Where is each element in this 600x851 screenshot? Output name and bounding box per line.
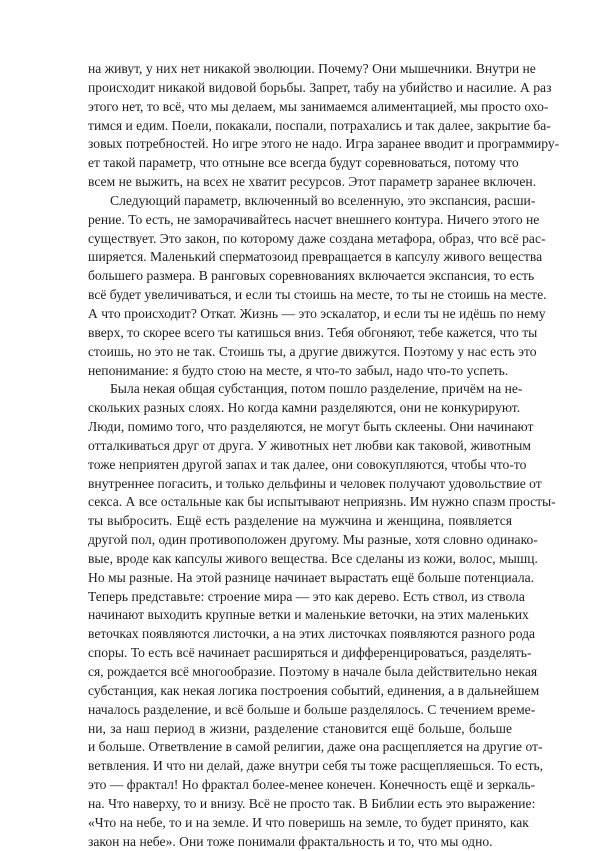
text-line: этого нет, то всё, что мы делаем, мы занимаемся алиментацией, мы просто охо- xyxy=(88,98,549,114)
text-line: ширяется. Маленький сперматозоид превращается в капсулу живого вещества xyxy=(88,249,543,265)
text-line: вверх, то скорее всего ты катишься вниз. Тебя обгоняют, тебе кажется, что ты xyxy=(88,324,538,340)
text-line: ет такой параметр, что отныне все всегда будут соревноваться, потому что xyxy=(88,155,519,171)
text-line: на живут, у них нет никакой эволюции. Почему? Они мышечники. Внутри не xyxy=(88,61,536,76)
text-line: зовых потребностей. Но игре этого не надо. Игра заранее вводит и программиру- xyxy=(88,136,560,152)
text-line: веточках появляются листочки, а на этих листочках появляются разного рода xyxy=(88,626,536,642)
text-line: рение. То есть, не заморачивайтесь насчет внешнего контура. Ничего этого не xyxy=(88,211,540,227)
text-line: ни, за наш период в жизни, разделение становится ещё больше, больше xyxy=(88,720,512,736)
text-line: всем не выжить, на всех не хватит ресурсов. Этот параметр заранее включен. xyxy=(88,174,537,190)
text-line: ты выбросить. Ещё есть разделение на мужчина и женщина, появляется xyxy=(88,513,512,529)
text-line: непонимание: я будто стою на месте, я что-то забыл, надо что-то успеть. xyxy=(88,362,509,378)
text-line: всё будет увеличиваться, и если ты стоишь на месте, то ты не стоишь на месте. xyxy=(88,287,547,303)
text-line: секса. А все остальные как бы испытывают неприязнь. Им нужно спазм просты- xyxy=(88,494,556,510)
text-line: закон на небе». Они тоже понимали фрактальность и то, что мы одно. xyxy=(88,833,493,849)
page-text xyxy=(88,60,560,851)
paragraph-1 xyxy=(88,60,560,192)
text-line: отталкиваться друг от друга. У животных нет любви как таковой, животным xyxy=(88,437,532,453)
text-line: ветвления. И что ни делай, даже внутри себя ты тоже расщепляешься. То есть, xyxy=(88,758,544,774)
text-line: другой пол, один противоположен другому. Мы разные, хотя словно одинако- xyxy=(88,532,538,548)
text-line: Теперь представьте: строение мира — это как дерево. Есть ствол, из ствола xyxy=(88,588,525,604)
text-line: субстанция, как некая логика построения событий, единения, а в дальнейшем xyxy=(88,682,540,698)
text-line: началось разделение, и всё больше и больше разделялось. С течением време- xyxy=(88,701,536,717)
text-line: Но мы разные. На этой разнице начинает вырастать ещё больше потенциала. xyxy=(88,569,535,585)
text-line: Люди, помимо того, что разделяются, не могут быть склеены. Они начинают xyxy=(88,419,534,435)
text-line: тимся и едим. Поели, покакали, поспали, потрахались и так далее, закрытие ба- xyxy=(88,117,551,133)
text-line: Следующий параметр, включенный во вселенную, это экспансия, расши- xyxy=(110,192,536,208)
text-line: существует. Это закон, по которому даже создана метафора, образ, что всё рас- xyxy=(88,230,546,246)
text-line: скольких разных слоях. Но когда камни разделяются, они не конкурируют. xyxy=(88,400,521,416)
paragraph-3 xyxy=(88,380,556,851)
text-line: на. Что наверху, то и внизу. Всё не просто так. В Библии есть это выражение: xyxy=(88,795,536,811)
text-line: «Что на небе, то и на земле. И что поверишь на земле, то будет принято, как xyxy=(88,814,529,830)
text-line: А что происходит? Откат. Жизнь — это эскалатор, и если ты не идёшь по нему xyxy=(88,305,546,321)
text-line: тоже неприятен другой запах и так далее, они совокупляются, чтобы что-то xyxy=(88,456,527,472)
text-line: стоишь, но это не так. Стоишь ты, а другие движутся. Поэтому у нас есть это xyxy=(88,343,537,359)
paragraph-2 xyxy=(88,192,547,380)
text-line: это — фрактал! Но фрактал более-менее конечен. Конечность ещё и зеркаль- xyxy=(88,777,536,793)
text-line: и больше. Ответвление в самой религии, даже она расщепляется на другие от- xyxy=(88,739,543,755)
text-line: вые, вроде как капсулы живого вещества. Все сделаны из кожи, волос, мышц. xyxy=(88,550,538,566)
text-line: большего размера. В ранговых соревнованиях включается экспансия, то есть xyxy=(88,268,535,284)
text-line: споры. То есть всё начинает расширяться и дифференцироваться, разделять- xyxy=(88,645,532,661)
text-line: внутреннее погасить, и только дельфины и человек получают удовольствие от xyxy=(88,475,542,491)
text-line: Была некая общая субстанция, потом пошло разделение, причём на не- xyxy=(110,381,523,397)
text-line: ся, рождается всё многообразие. Поэтому в начале была действительно некая xyxy=(88,664,538,679)
text-line: происходит никакой видовой борьбы. Запрет, табу на убийство и насилие. А раз xyxy=(88,79,552,95)
text-line: начинают выходить крупные ветки и маленькие веточки, на этих маленьких xyxy=(88,607,529,623)
